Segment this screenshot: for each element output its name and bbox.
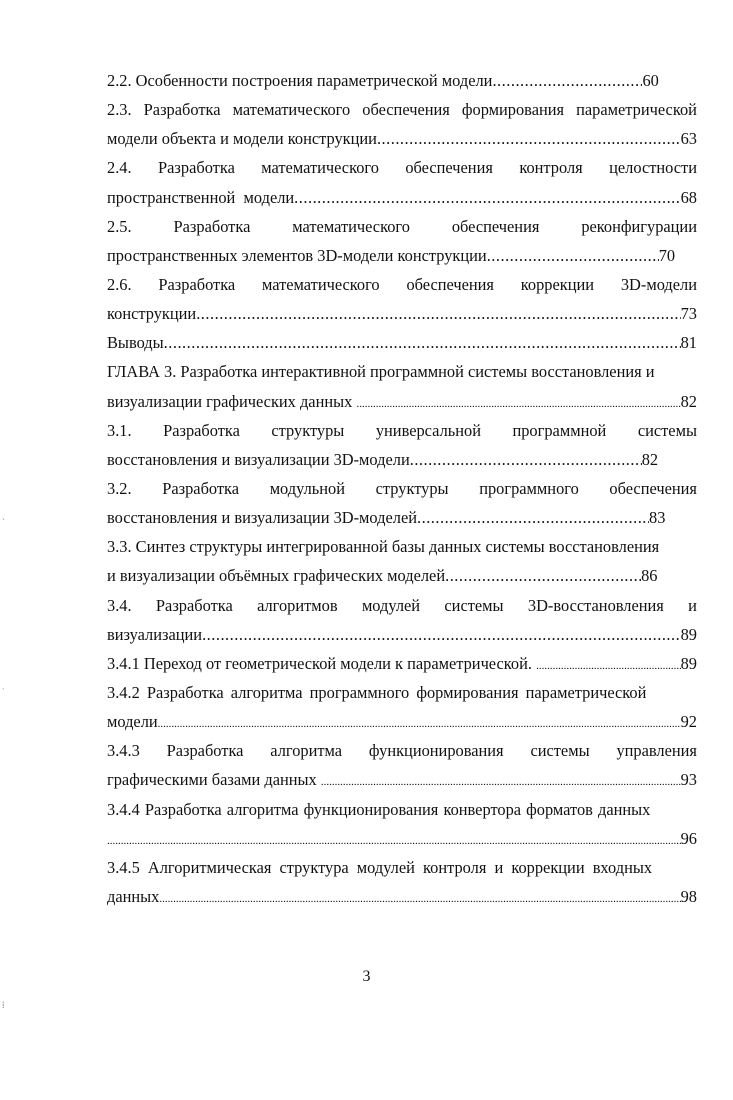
scan-artifact: ˑ <box>2 685 5 695</box>
toc-entry-page: 89 <box>680 653 697 673</box>
toc-entry-page: 96 <box>680 828 697 848</box>
table-of-contents <box>107 66 697 911</box>
toc-entry-3-4-4-line1: 3.4.4 Разработка алгоритма функционирования конвертора форматов данных <box>107 799 651 819</box>
toc-entry-2-3-line2: модели объекта и модели конструкции ..... 63 <box>107 124 697 153</box>
toc-entry-3-4-3-line1: 3.4.3 Разработка алгоритма функционирования системы управления <box>107 741 697 761</box>
toc-entry-2-6-line2: конструкции ..... 73 <box>107 299 697 328</box>
toc-entry-3-4-3-line2: графическими базами данных ..... 93 <box>107 765 697 794</box>
toc-entry-page: 83 <box>649 508 666 528</box>
toc-entry-3-1-line1: 3.1. Разработка структуры универсальной программной системы <box>107 420 697 440</box>
toc-entry-page: 82 <box>680 391 697 411</box>
toc-entry-2-4-line2: пространственной модели ..... 68 <box>107 183 697 212</box>
toc-entry-page: 70 <box>658 245 676 265</box>
toc-entry-title: 2.2. Особенности построения параметрической модели <box>107 71 493 90</box>
toc-entry-3-4-line2: визуализации ..... 89 <box>107 620 697 649</box>
toc-entry-page: 82 <box>641 449 659 469</box>
toc-entry-page: 68 <box>680 187 697 207</box>
toc-entry-3-3-line2: и визуализации объёмных графических моделей ..... 86 <box>107 561 697 590</box>
toc-entry-page: 63 <box>680 129 697 149</box>
toc-entry-page: 92 <box>680 712 697 732</box>
toc-entry-3-4-4-line2 <box>107 824 697 853</box>
toc-entry-page: 81 <box>680 333 697 353</box>
toc-entry-2-5-line1: 2.5. Разработка математического обеспечения реконфигурации <box>107 216 697 236</box>
toc-entry-page: 73 <box>680 304 697 324</box>
toc-entry-page: 98 <box>680 886 697 906</box>
toc-entry-2-3-line1: 2.3. Разработка математического обеспечения формирования параметрической <box>107 100 697 120</box>
toc-entry-2-2 <box>107 66 697 95</box>
toc-entry-page: 93 <box>680 770 697 790</box>
scan-artifact: ⁞ <box>2 1000 5 1010</box>
toc-entry-page: 86 <box>641 566 658 586</box>
toc-entry-3-1-line2: восстановления и визуализации 3D-модели ..... 82 <box>107 445 697 474</box>
toc-entry-2-6-line1: 2.6. Разработка математического обеспечения коррекции 3D-модели <box>107 274 697 294</box>
toc-entry-3-4-2-line2: модели ..... 92 <box>107 707 697 736</box>
toc-entry-2-5-line2: пространственных элементов 3D-модели конструкции ..... 70 <box>107 241 697 270</box>
toc-entry-3-4-5-line2: данных ..... 98 <box>107 882 697 911</box>
toc-entry-3-2-line1: 3.2. Разработка модульной структуры программного обеспечения <box>107 478 697 498</box>
toc-chapter-3-line1: ГЛАВА 3. Разработка интерактивной программной системы восстановления и <box>107 362 655 382</box>
toc-entry-page: 89 <box>680 624 697 644</box>
toc-entry-3-4-line1: 3.4. Разработка алгоритмов модулей системы 3D-восстановления и <box>107 595 697 615</box>
toc-chapter-3-line2: визуализации графических данных ..... 82 <box>107 387 697 416</box>
toc-entry-conclusions: Выводы ..... 81 <box>107 328 697 357</box>
page-number: 3 <box>362 968 371 985</box>
toc-entry-3-2-line2: восстановления и визуализации 3D-моделей ..... 83 <box>107 503 697 532</box>
toc-entry-3-4-2-line1: 3.4.2 Разработка алгоритма программного формирования параметрической <box>107 682 647 702</box>
scan-artifact: ˏ <box>2 510 5 520</box>
toc-entry-3-4-1: 3.4.1 Переход от геометрической модели к параметрической. ..... 89 <box>107 649 697 678</box>
toc-entry-3-3-line1: 3.3. Синтез структуры интегрированной базы данных системы восстановления <box>107 537 660 557</box>
toc-entry-2-4-line1: 2.4. Разработка математического обеспечения контроля целостности <box>107 158 697 178</box>
toc-entry-page: 60 <box>642 71 659 90</box>
toc-entry-3-4-5-line1: 3.4.5 Алгоритмическая структура модулей контроля и коррекции входных <box>107 857 653 877</box>
